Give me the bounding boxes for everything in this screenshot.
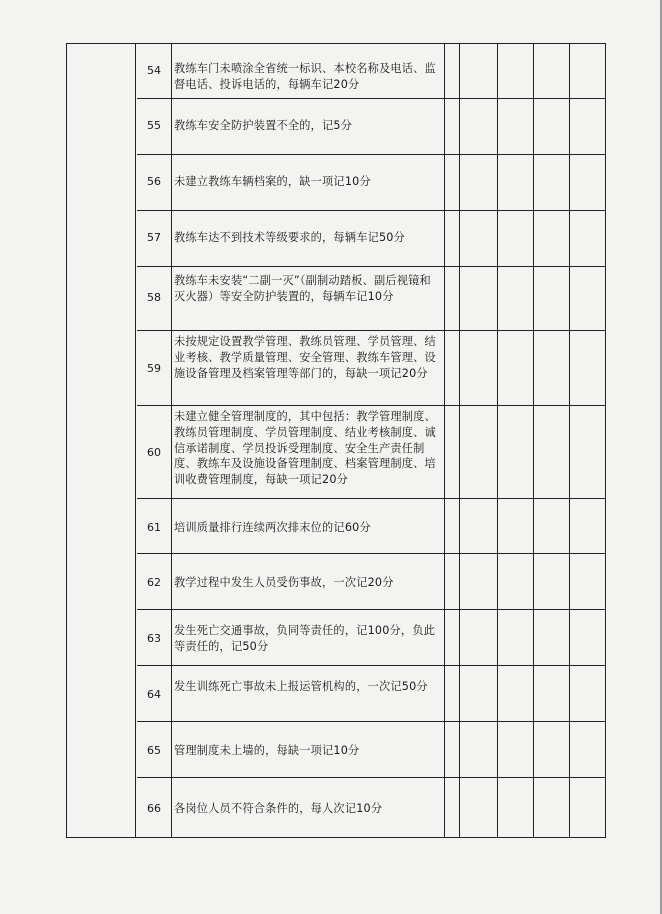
row-text: 教练车门未喷涂全省统一标识、本校名称及电话、监督电话、投诉电话的，每辆车记20分: [174, 62, 436, 91]
row-number: 64: [147, 688, 161, 701]
row-text: 未建立教练车辆档案的，缺一项记10分: [174, 175, 371, 188]
row-text: 教练车未安装“二副一灭”（副制动踏板、副后视镜和灭火器）等安全防护装置的，每辆车记10分: [174, 274, 431, 303]
row-number: 60: [147, 446, 161, 459]
row-number: 56: [147, 175, 161, 188]
row-number: 58: [147, 291, 161, 304]
table-row-66: [137, 778, 605, 836]
row-number: 65: [147, 744, 161, 757]
row-text: 未按规定设置教学管理、教练员管理、学员管理、结业考核、教学质量管理、安全管理、教练车管理、设施设备管理及档案管理等部门的，每缺一项记20分: [174, 335, 436, 380]
table-row-60: [137, 406, 605, 499]
row-text: 教练车达不到技术等级要求的，每辆车记50分: [174, 231, 405, 244]
row-number: 63: [147, 632, 161, 645]
row-number: 66: [147, 802, 161, 815]
row-number: 62: [147, 576, 161, 589]
table-row-61: [137, 499, 605, 554]
row-number: 54: [147, 64, 161, 77]
row-text: 教练车安全防护装置不全的，记5分: [174, 119, 353, 132]
row-text: 发生训练死亡事故未上报运管机构的，一次记50分: [174, 680, 428, 693]
table-row-64: [137, 666, 605, 722]
table-row-54: [137, 44, 605, 99]
row-text: 教学过程中发生人员受伤事故，一次记20分: [174, 576, 394, 589]
table-row-58: [137, 267, 605, 331]
row-number: 61: [147, 521, 161, 534]
row-text: 培训质量排行连续两次排末位的记60分: [174, 521, 371, 534]
table-row-57: [137, 211, 605, 267]
first-column-divider: [135, 44, 136, 837]
table-row-55: [137, 99, 605, 155]
table-row-65: [137, 722, 605, 778]
scoring-table: [66, 43, 606, 838]
table-row-63: [137, 610, 605, 666]
table-row-56: [137, 155, 605, 211]
row-text: 未建立健全管理制度的，其中包括：教学管理制度、教练员管理制度、学员管理制度、结业考核制度、诚信承诺制度、学员投诉受理制度、安全生产责任制度、教练车及设施设备管理制度、档案管理制度、培训收费管理制度，每缺一项记20分: [174, 410, 436, 487]
row-number: 55: [147, 119, 161, 132]
row-text: 各岗位人员不符合条件的，每人次记10分: [174, 802, 383, 815]
row-text: 发生死亡交通事故，负同等责任的，记100分，负此等责任的，记50分: [174, 624, 436, 653]
table-row-62: [137, 554, 605, 610]
row-text: 管理制度未上墙的，每缺一项记10分: [174, 744, 360, 757]
table-row-59: [137, 331, 605, 406]
row-number: 57: [147, 231, 161, 244]
row-number: 59: [147, 362, 161, 375]
